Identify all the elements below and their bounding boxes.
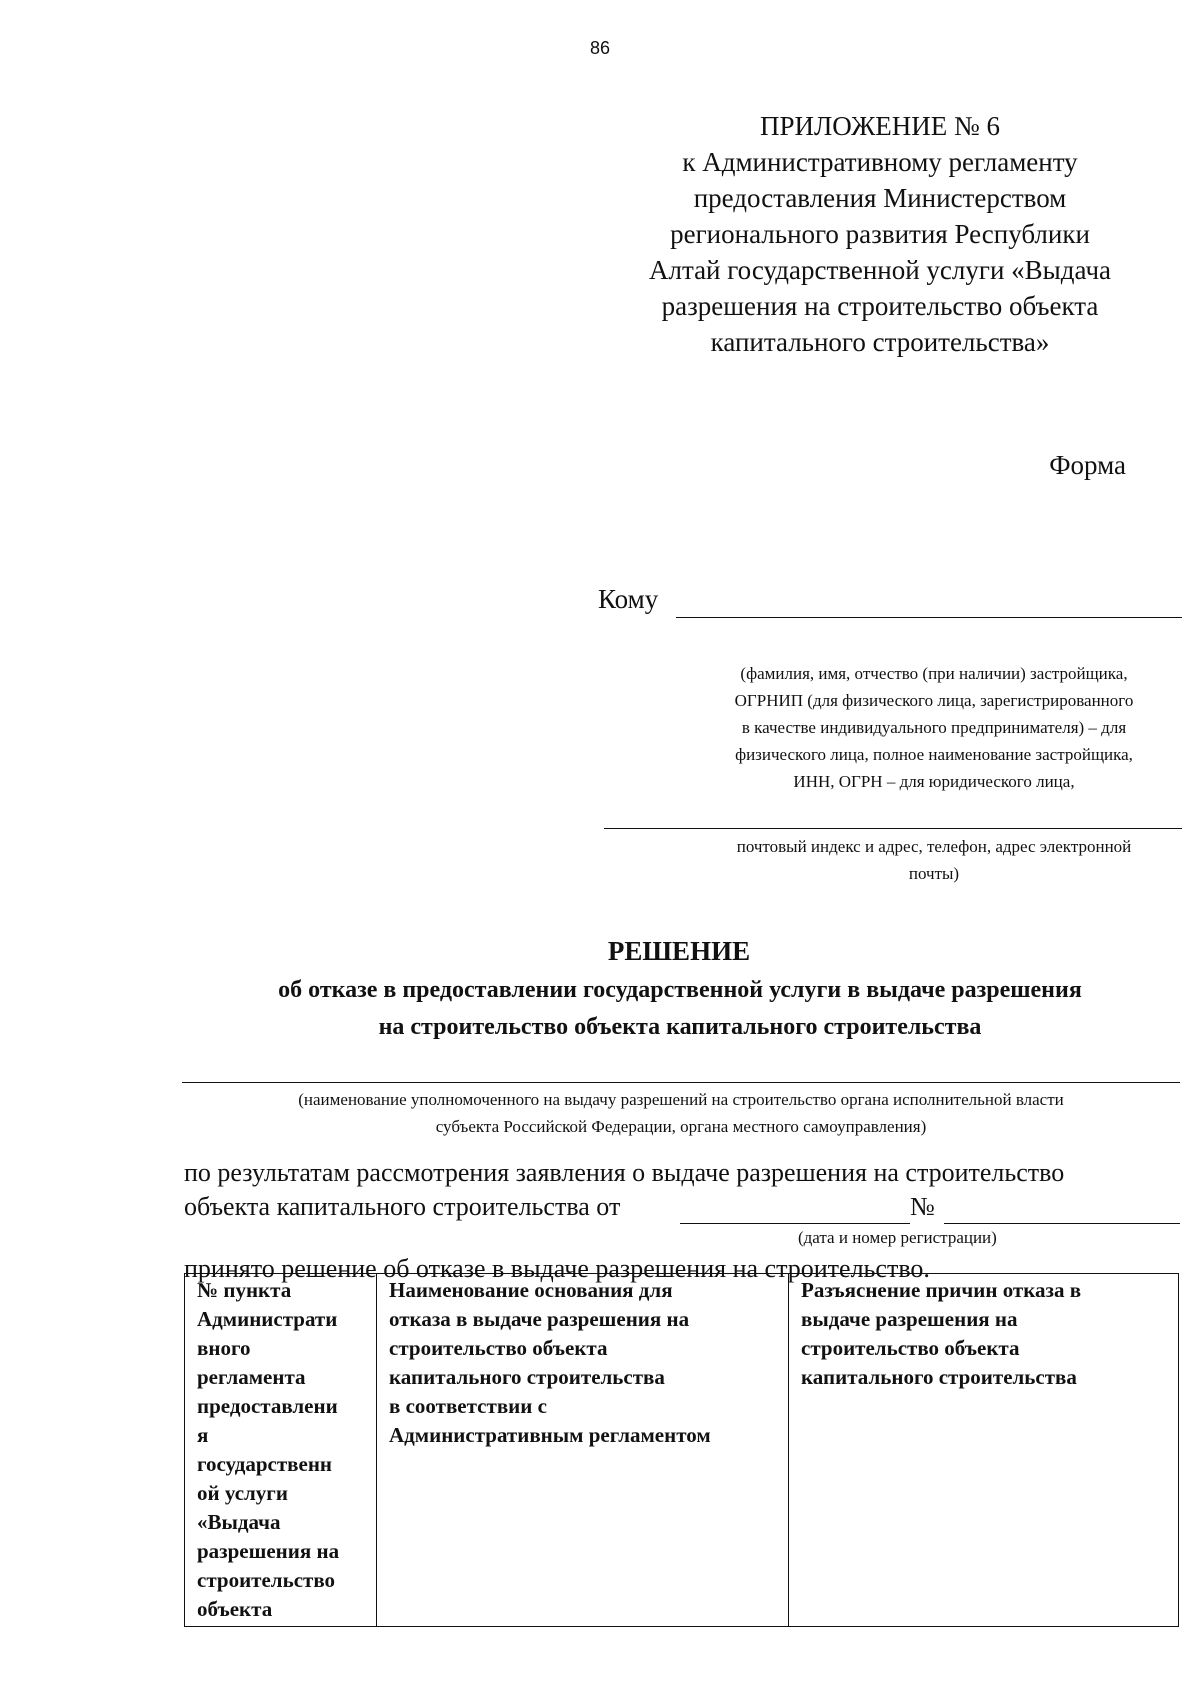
caption-line: (фамилия, имя, отчество (при наличии) застройщика, — [740, 664, 1128, 683]
subtitle-line: на строительство объекта капитального строительства — [378, 1014, 982, 1040]
cell-line: «Выдача — [197, 1510, 281, 1534]
number-sign: № — [910, 1192, 935, 1221]
table-header-row — [185, 1274, 1179, 1627]
caption-line: в качестве индивидуального предпринимателя) – для — [741, 718, 1127, 737]
recipient-address-caption — [674, 833, 1194, 887]
caption-line: субъекта Российской Федерации, органа местного самоуправления) — [435, 1117, 927, 1136]
cell-line: я — [197, 1423, 209, 1447]
caption-line: (наименование уполномоченного на выдачу разрешений на строительство органа исполнительной власти — [298, 1090, 1064, 1109]
recipient-caption — [674, 660, 1194, 795]
annex-line: предоставления Министерством — [693, 183, 1067, 213]
cell-line: объекта — [197, 1597, 273, 1621]
caption-line: почты) — [908, 864, 960, 883]
cell-line: капитального строительства — [801, 1365, 1077, 1389]
annex-line: ПРИЛОЖЕНИЕ № 6 — [759, 111, 1001, 141]
recipient-name-field[interactable] — [676, 617, 1182, 618]
cell-line: регламента — [197, 1365, 306, 1389]
annex-header — [640, 108, 1120, 360]
annex-line: к Административному регламенту — [682, 147, 1078, 177]
annex-line: капитального строительства» — [710, 327, 1050, 357]
caption-line: физического лица, полное наименование застройщика, — [735, 745, 1133, 764]
caption-line: ОГРНИП (для физического лица, зарегистрированного — [734, 691, 1134, 710]
cell-line: Разъяснение причин отказа в — [801, 1278, 1082, 1302]
authority-name-field[interactable] — [182, 1082, 1180, 1083]
cell-line: ой услуги — [197, 1481, 288, 1505]
header-cell-refusal-explanation — [789, 1274, 1179, 1627]
date-caption: (дата и номер регистрации) — [798, 1228, 997, 1247]
cell-line: Администрати — [197, 1307, 338, 1331]
cell-line: выдаче разрешения на — [801, 1307, 1018, 1331]
caption-line: почтовый индекс и адрес, телефон, адрес электронной — [736, 837, 1132, 856]
annex-line: разрешения на строительство объекта — [661, 291, 1099, 321]
cell-line: № пункта — [197, 1278, 292, 1302]
decision-subtitle — [170, 972, 1190, 1046]
application-number-field[interactable] — [944, 1223, 1180, 1224]
refusal-reasons-table — [184, 1273, 1179, 1627]
cell-line: Административным регламентом — [389, 1423, 711, 1447]
caption-line: ИНН, ОГРН – для юридического лица, — [793, 772, 1075, 791]
cell-line: строительство — [197, 1568, 336, 1592]
body-line-2: объекта капитального строительства от — [184, 1192, 621, 1221]
header-cell-refusal-basis — [377, 1274, 789, 1627]
recipient-label: Кому — [598, 584, 659, 614]
body-line-3: принято решение об отказе в выдаче разрешения на строительство. — [184, 1254, 930, 1283]
form-label: Форма — [1049, 450, 1126, 480]
annex-line: Алтай государственной услуги «Выдача — [648, 255, 1112, 285]
subtitle-line: об отказе в предоставлении государственной услуги в выдаче разрешения — [278, 977, 1082, 1003]
cell-line: вного — [197, 1336, 251, 1360]
cell-line: строительство объекта — [801, 1336, 1020, 1360]
cell-line: разрешения на — [197, 1539, 340, 1563]
authority-caption — [150, 1086, 1200, 1140]
recipient-address-field[interactable] — [604, 828, 1182, 829]
decision-title: РЕШЕНИЕ — [607, 936, 751, 966]
annex-line: регионального развития Республики — [670, 219, 1090, 249]
application-date-field[interactable] — [680, 1223, 910, 1224]
cell-line: капитального строительства — [389, 1365, 665, 1389]
cell-line: в соответствии с — [389, 1394, 547, 1418]
header-cell-regulation-item — [185, 1274, 377, 1627]
cell-line: строительство объекта — [389, 1336, 608, 1360]
cell-line: предоставлени — [197, 1394, 338, 1418]
cell-line: Наименование основания для — [389, 1278, 673, 1302]
cell-line: государственн — [197, 1452, 333, 1476]
cell-line: отказа в выдаче разрешения на — [389, 1307, 690, 1331]
body-line-1: по результатам рассмотрения заявления о выдаче разрешения на строительство — [184, 1158, 1065, 1187]
page-number: 86 — [589, 38, 611, 58]
